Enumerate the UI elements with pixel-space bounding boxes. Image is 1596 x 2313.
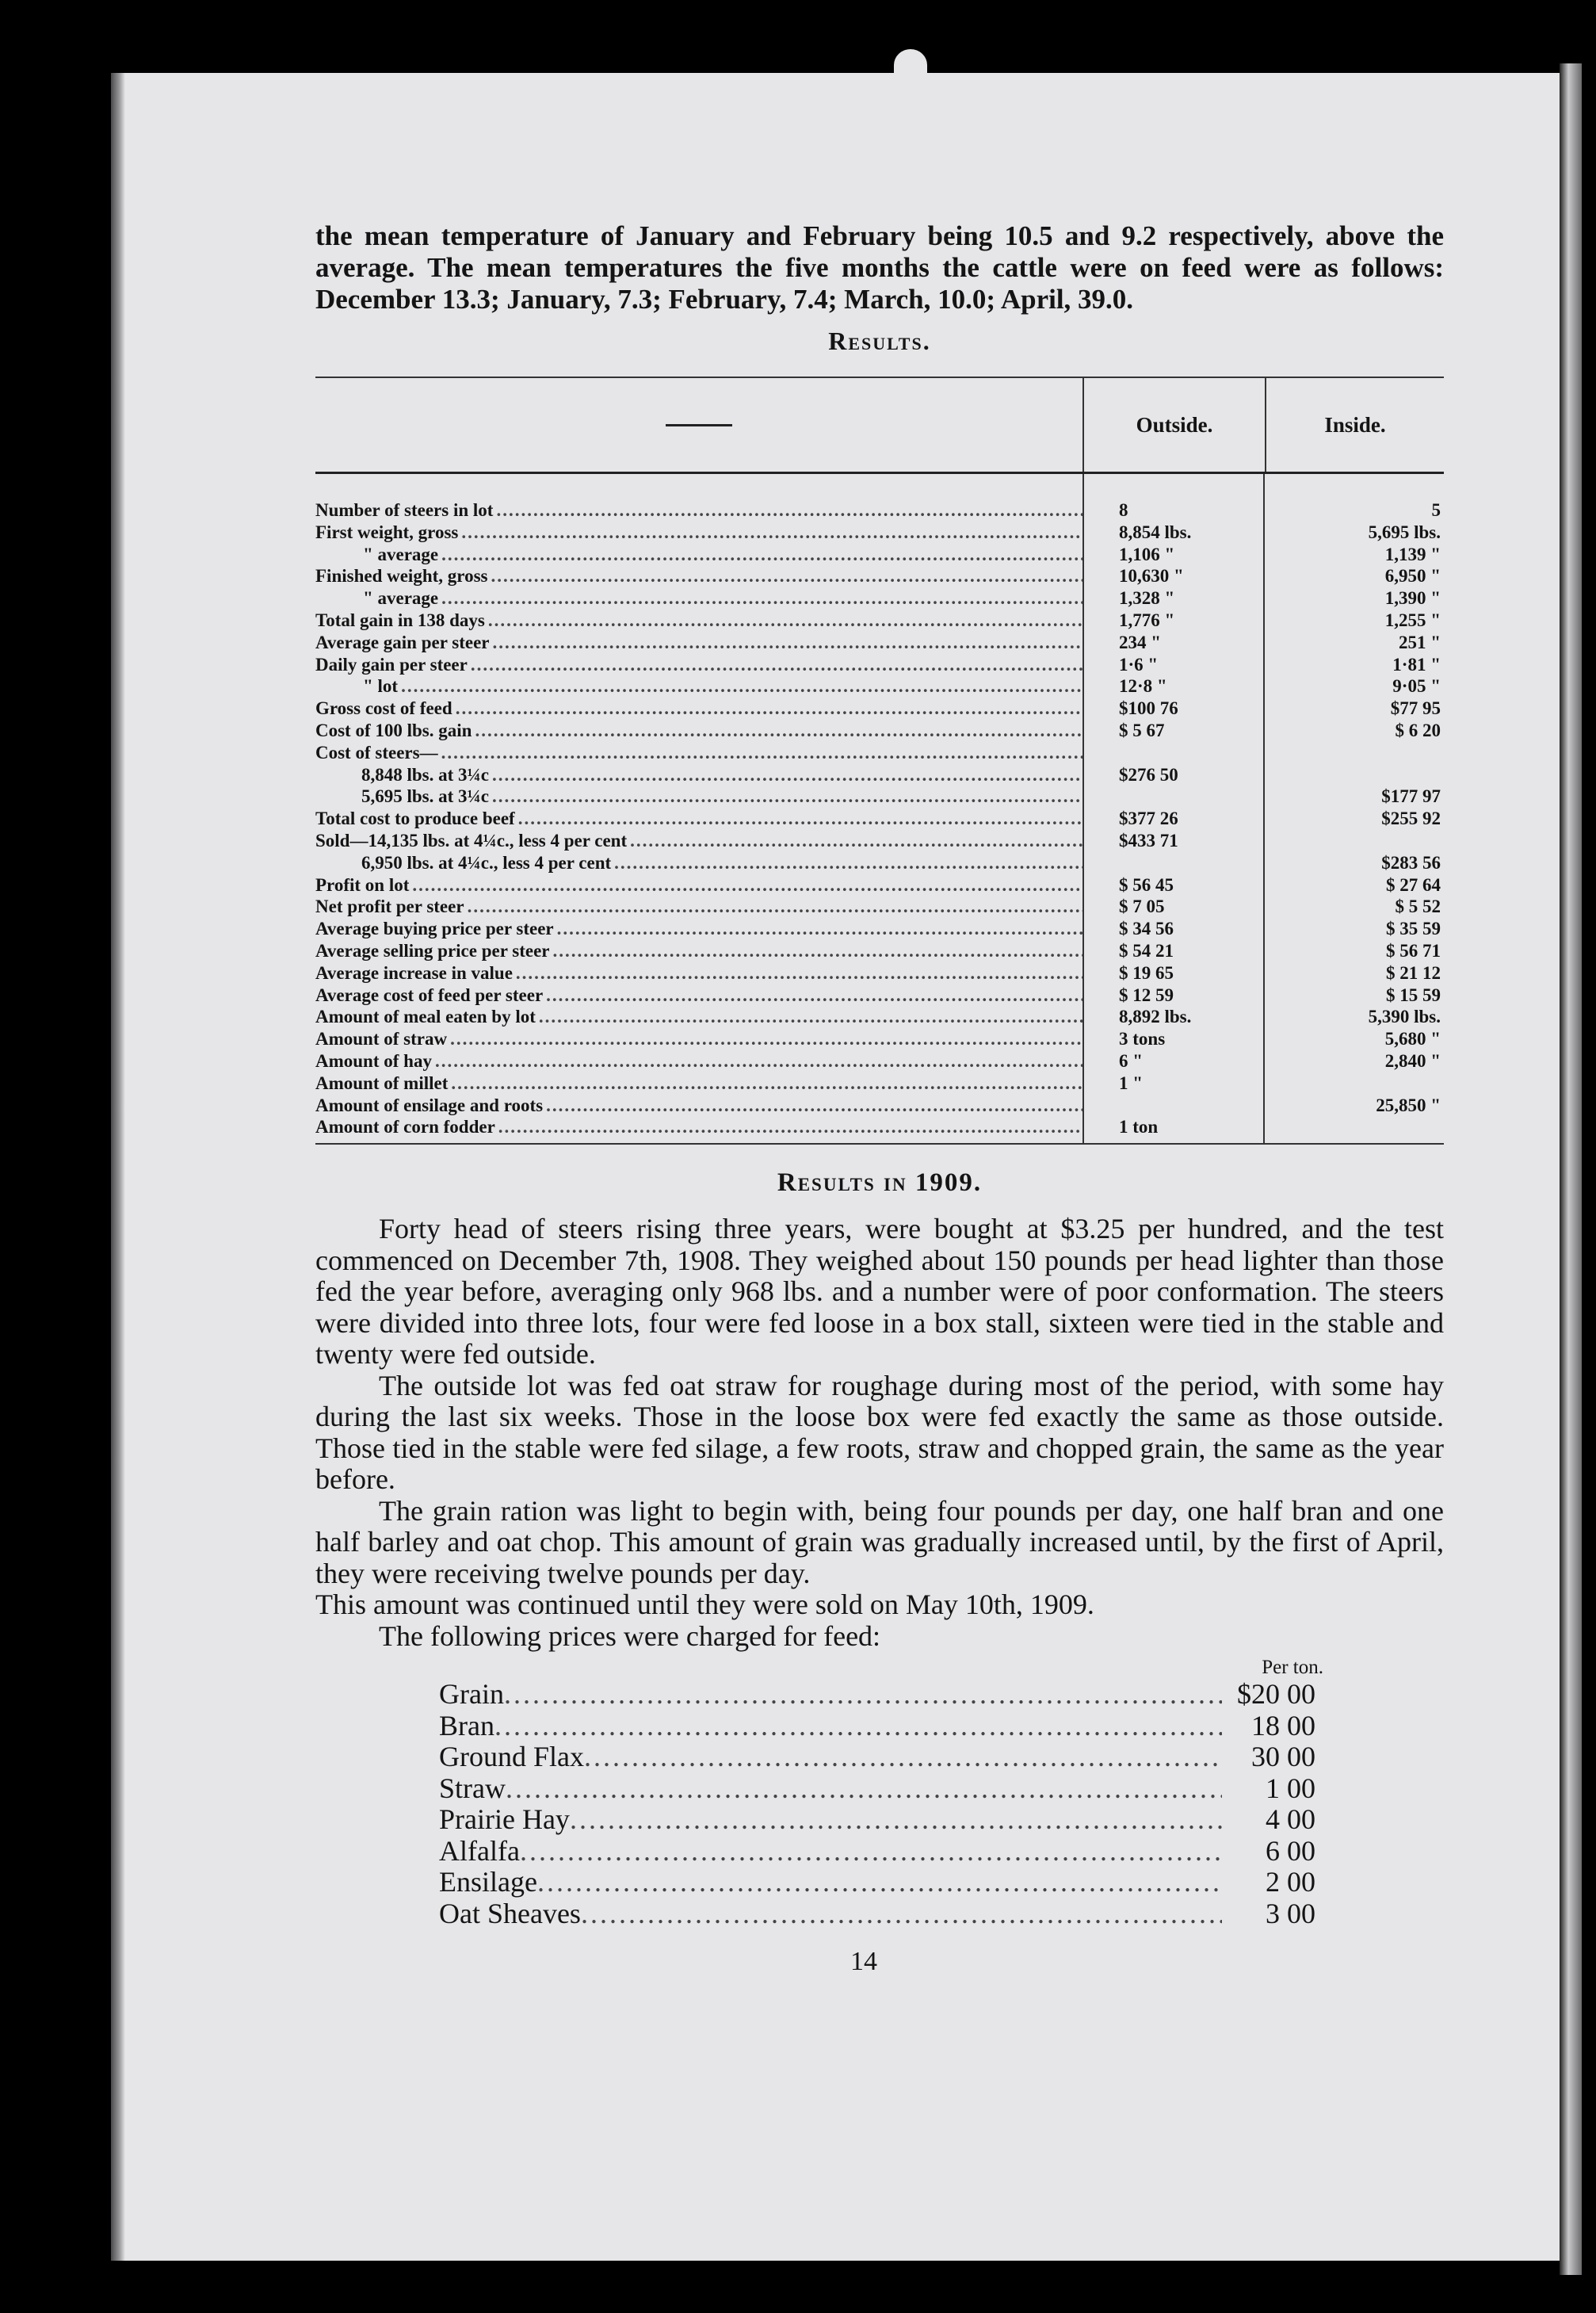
- leader-dots: [452, 698, 1082, 720]
- row-label-cell: [315, 1116, 1082, 1138]
- leader-dots: [472, 720, 1082, 742]
- row-label: Amount of ensilage and roots: [315, 1095, 544, 1115]
- table-row: [315, 1095, 1444, 1117]
- inside-value: $77 95: [1390, 698, 1441, 719]
- table-row: [315, 984, 1444, 1007]
- row-label: Amount of hay: [315, 1050, 432, 1071]
- outside-value: $433 71: [1119, 830, 1178, 851]
- table-row: [315, 896, 1444, 918]
- intro-paragraph: the mean temperature of January and February being 10.5 and 9.2 respectively, above the average. The mean temperatures the five months the cattle were on feed were as follows: December 13.3; January, 7.3; February, 7.4; March, 10.0; April, 39.0.: [315, 220, 1444, 315]
- row-label-cell: [315, 544, 1082, 566]
- outside-value: 8,892 lbs.: [1119, 1007, 1192, 1027]
- row-label: " average: [363, 544, 439, 564]
- row-label-cell: [315, 610, 1082, 632]
- outside-value: $276 50: [1119, 764, 1178, 785]
- table-row: [315, 675, 1444, 698]
- inside-value: [1263, 830, 1441, 852]
- row-label: Cost of 100 lbs. gain: [315, 720, 472, 740]
- outside-value: $ 34 56: [1119, 919, 1174, 939]
- leader-dots: [570, 1804, 1222, 1836]
- inside-value: 1,139 ": [1384, 544, 1441, 564]
- leader-dots: [438, 587, 1082, 610]
- row-label: Gross cost of feed: [315, 698, 452, 719]
- table-row: [315, 852, 1444, 874]
- leader-dots: [543, 984, 1082, 1007]
- outside-value: $377 26: [1119, 809, 1178, 829]
- paragraph-grain-ration: The grain ration was light to begin with, being four pounds per day, one half bran and one half barley and oat chop. This amount of grain was gradually increased until, by the first of April, they were receiving twelve pounds per day.: [315, 1494, 1444, 1589]
- outside-value: 234 ": [1119, 632, 1162, 652]
- leader-dots: [487, 565, 1082, 587]
- leader-dots: [611, 852, 1082, 874]
- outside-value: $ 54 21: [1119, 940, 1174, 961]
- leader-dots: [554, 918, 1082, 940]
- row-label: Average buying price per steer: [315, 919, 554, 939]
- leader-dots: [506, 1773, 1222, 1805]
- table-row: [315, 1050, 1444, 1072]
- row-label: Average gain per steer: [315, 632, 490, 652]
- price-row: [439, 1711, 1315, 1742]
- row-label: Amount of corn fodder: [315, 1117, 495, 1137]
- feed-price: 4 00: [1266, 1803, 1315, 1836]
- table-row: [315, 1072, 1444, 1095]
- price-row: [439, 1679, 1315, 1711]
- row-label-cell: [315, 896, 1082, 918]
- row-label: Average selling price per steer: [315, 940, 550, 961]
- row-label-cell: [315, 852, 1082, 874]
- inside-value: 1·81 ": [1392, 654, 1441, 675]
- table-row: [315, 587, 1444, 610]
- table-row: [315, 786, 1444, 808]
- header-description-cell: [315, 378, 1082, 472]
- feed-price: 3 00: [1266, 1897, 1315, 1929]
- inside-value: $ 35 59: [1386, 919, 1441, 939]
- leader-dots: [485, 610, 1082, 632]
- outside-value: 10,630 ": [1119, 566, 1184, 587]
- table-row: [315, 918, 1444, 940]
- row-label: Average cost of feed per steer: [315, 984, 544, 1005]
- price-row: [439, 1836, 1315, 1868]
- feed-price: 2 00: [1266, 1866, 1315, 1898]
- row-label-cell: [315, 499, 1082, 522]
- inside-value: [1263, 1072, 1441, 1095]
- table-row: [315, 1116, 1444, 1138]
- inside-value: 251 ": [1398, 632, 1441, 652]
- price-row: [439, 1867, 1315, 1898]
- row-label-cell: [315, 698, 1082, 720]
- row-label-cell: [315, 565, 1082, 587]
- outside-value: 1 ": [1119, 1072, 1144, 1093]
- row-label-cell: [315, 940, 1082, 962]
- inside-value: $ 56 71: [1386, 940, 1441, 961]
- leader-dots: [432, 1050, 1082, 1072]
- table-header: [315, 378, 1444, 474]
- inside-value: $283 56: [1381, 852, 1441, 873]
- leader-dots: [438, 544, 1082, 566]
- row-label-cell: [315, 654, 1082, 676]
- row-label: Total cost to produce beef: [315, 809, 515, 829]
- row-label-cell: [315, 984, 1082, 1007]
- table-row: [315, 874, 1444, 897]
- outside-value: [1082, 852, 1263, 874]
- leader-dots: [448, 1072, 1082, 1095]
- leader-dots: [520, 1836, 1222, 1868]
- leader-dots: [398, 675, 1082, 698]
- feed-name: Ensilage: [439, 1866, 537, 1898]
- leader-dots: [504, 1679, 1222, 1711]
- leader-dots: [536, 1006, 1082, 1028]
- page-number: 14: [850, 1947, 877, 1977]
- row-label-cell: [315, 632, 1082, 654]
- inside-value: $177 97: [1381, 786, 1441, 807]
- outside-value: 3 tons: [1119, 1029, 1166, 1049]
- feed-name: Bran: [439, 1709, 494, 1741]
- leader-dots: [494, 1711, 1222, 1742]
- row-label: Profit on lot: [315, 874, 410, 895]
- row-label-cell: [315, 1028, 1082, 1050]
- row-label: Amount of millet: [315, 1072, 449, 1093]
- inside-value: 25,850 ": [1376, 1095, 1441, 1115]
- row-label: Total gain in 138 days: [315, 610, 485, 630]
- feed-name: Straw: [439, 1772, 506, 1804]
- inside-value: 6,950 ": [1384, 566, 1441, 587]
- outside-value: $100 76: [1119, 698, 1178, 719]
- feed-price: 1 00: [1266, 1772, 1315, 1804]
- table-row: [315, 565, 1444, 587]
- feed-price: 18 00: [1251, 1709, 1315, 1741]
- row-label: " lot: [363, 676, 399, 697]
- leader-dots: [627, 830, 1082, 852]
- paragraph-steers: Forty head of steers rising three years, were bought at $3.25 per hundred, and the test commenced on December 7th, 1908. They weighed about 150 pounds per head lighter than those fed the year before, averaging only 968 lbs. and a number were of poor conformation. The steers were divided into three lots, four were fed loose in a box stall, sixteen were tied in the stable and twenty were fed outside.: [315, 1213, 1444, 1371]
- table-row: [315, 632, 1444, 654]
- leader-dots: [537, 1867, 1222, 1898]
- results-heading: Results.: [828, 327, 931, 355]
- table-row: [315, 962, 1444, 984]
- feed-price: $20 00: [1237, 1678, 1315, 1711]
- leader-dots: [447, 1028, 1082, 1050]
- table-row: [315, 610, 1444, 632]
- row-label-cell: [315, 1095, 1082, 1117]
- feed-name: Ground Flax: [439, 1741, 584, 1773]
- row-label-cell: [315, 962, 1082, 984]
- table-row: [315, 1028, 1444, 1050]
- leader-dots: [550, 940, 1083, 962]
- row-label: Sold—14,135 lbs. at 4¼c., less 4 per cent: [315, 830, 628, 851]
- page-content: [315, 220, 1444, 1977]
- results-1909-heading: Results in 1909.: [777, 1168, 983, 1198]
- price-row: [439, 1773, 1315, 1805]
- row-label: 6,950 lbs. at 4¼c., less 4 per cent: [361, 852, 612, 873]
- row-label-cell: [315, 1072, 1082, 1095]
- feed-price: 6 00: [1266, 1834, 1315, 1867]
- table-row: [315, 522, 1444, 544]
- inside-value: [1263, 742, 1441, 764]
- leader-dots: [513, 962, 1082, 984]
- leader-dots: [409, 874, 1082, 897]
- feed-name: Alfalfa: [439, 1834, 520, 1867]
- leader-dots: [495, 1116, 1082, 1138]
- table-row: [315, 830, 1444, 852]
- table-row: [315, 698, 1444, 720]
- leader-dots: [438, 742, 1082, 764]
- price-row: [439, 1898, 1315, 1930]
- table-row: [315, 764, 1444, 786]
- inside-value: $ 5 52: [1395, 897, 1441, 917]
- inside-value: 5,695 lbs.: [1368, 522, 1441, 542]
- inside-value: $ 21 12: [1386, 962, 1441, 983]
- row-label-cell: [315, 1050, 1082, 1072]
- outside-value: $ 7 05: [1119, 897, 1165, 917]
- outside-value: $ 56 45: [1119, 874, 1174, 895]
- inside-value: 5,680 ": [1384, 1029, 1441, 1049]
- row-label: Number of steers in lot: [315, 500, 494, 520]
- inside-value: 1,255 ": [1384, 610, 1441, 630]
- inside-value: 1,390 ": [1384, 588, 1441, 609]
- inside-value: [1263, 1116, 1441, 1138]
- paragraph-continued: This amount was continued until they were sold on May 10th, 1909.: [315, 1589, 1094, 1621]
- row-label: " average: [363, 588, 439, 609]
- leader-dots: [581, 1898, 1222, 1930]
- inside-value: $ 15 59: [1386, 984, 1441, 1005]
- feed-name: Oat Sheaves: [439, 1897, 581, 1929]
- outside-value: 1 ton: [1119, 1117, 1159, 1137]
- table-row: [315, 654, 1444, 676]
- outside-value: $ 12 59: [1119, 984, 1174, 1005]
- outside-value: 1,328 ": [1119, 588, 1175, 609]
- row-label-cell: [315, 808, 1082, 830]
- page-binding-edge: [111, 73, 125, 2261]
- outside-value: 1·6 ": [1119, 654, 1159, 675]
- inside-value: $255 92: [1381, 809, 1441, 829]
- row-label-cell: [315, 587, 1082, 610]
- row-label: Daily gain per steer: [315, 654, 468, 675]
- header-outside: Outside.: [1082, 378, 1265, 472]
- feed-name: Prairie Hay: [439, 1803, 570, 1836]
- table-row: [315, 940, 1444, 962]
- price-row: [439, 1804, 1315, 1836]
- row-label: 8,848 lbs. at 3¼c: [361, 764, 489, 785]
- row-label-cell: [315, 874, 1082, 897]
- outside-value: $ 19 65: [1119, 962, 1174, 983]
- row-label: 5,695 lbs. at 3¼c: [361, 786, 489, 807]
- inside-value: $ 27 64: [1386, 874, 1441, 895]
- table-row: [315, 742, 1444, 764]
- row-label-cell: [315, 918, 1082, 940]
- table-row: [315, 544, 1444, 566]
- inside-value: 5: [1431, 500, 1441, 520]
- outside-value: [1082, 742, 1263, 764]
- table-bottom-rule: [315, 1143, 1444, 1145]
- inside-value: 2,840 ": [1384, 1050, 1441, 1071]
- row-label-cell: [315, 742, 1082, 764]
- row-label-cell: [315, 830, 1082, 852]
- header-dash: [666, 424, 732, 426]
- paragraph-outside-lot: The outside lot was fed oat straw for roughage during most of the period, with some hay during the last six weeks. Those in the loose box were fed exactly the same as those outside. Those tied in the stable were fed silage, a few roots, straw and chopped grain, the same as the year before.: [315, 1369, 1444, 1496]
- leader-dots: [515, 808, 1082, 830]
- row-label-cell: [315, 522, 1082, 544]
- prices-unit-label: Per ton.: [1262, 1657, 1323, 1679]
- results-table-body: [315, 474, 1444, 1143]
- row-label-cell: [315, 786, 1082, 808]
- leader-dots: [458, 522, 1082, 544]
- row-label: Cost of steers—: [315, 742, 438, 763]
- row-label-cell: [315, 675, 1082, 698]
- table-row: [315, 1006, 1444, 1028]
- row-label: Average increase in value: [315, 962, 513, 983]
- table-row: [315, 499, 1444, 522]
- row-label: Amount of straw: [315, 1029, 448, 1049]
- feed-price: 30 00: [1251, 1741, 1315, 1773]
- outside-value: 1,776 ": [1119, 610, 1175, 630]
- row-label: Finished weight, gross: [315, 566, 488, 587]
- leader-dots: [584, 1741, 1222, 1773]
- row-label: First weight, gross: [315, 522, 459, 542]
- paragraph-prices-intro: The following prices were charged for feed:: [379, 1619, 881, 1652]
- row-label-cell: [315, 1006, 1082, 1028]
- leader-dots: [468, 654, 1082, 676]
- leader-dots: [489, 764, 1082, 786]
- outside-value: 1,106 ": [1119, 544, 1175, 564]
- table-row: [315, 720, 1444, 742]
- outside-value: 8,854 lbs.: [1119, 522, 1192, 542]
- outside-value: 6 ": [1119, 1050, 1144, 1071]
- leader-dots: [464, 896, 1082, 918]
- outside-value: 8: [1119, 500, 1128, 520]
- leader-dots: [543, 1095, 1082, 1117]
- table-row: [315, 808, 1444, 830]
- facing-page-edge: [1560, 63, 1582, 2275]
- outside-value: [1082, 1095, 1263, 1117]
- header-inside: Inside.: [1265, 378, 1444, 472]
- outside-value: $ 5 67: [1119, 720, 1165, 740]
- price-row: [439, 1741, 1315, 1773]
- outside-value: [1082, 786, 1263, 808]
- price-list: [315, 1679, 1444, 1929]
- outside-value: 12·8 ": [1119, 676, 1167, 697]
- feed-name: Grain: [439, 1678, 504, 1711]
- row-label: Amount of meal eaten by lot: [315, 1007, 536, 1027]
- leader-dots: [489, 786, 1082, 808]
- row-label-cell: [315, 720, 1082, 742]
- row-label-cell: [315, 764, 1082, 786]
- leader-dots: [493, 499, 1082, 522]
- inside-value: [1263, 764, 1441, 786]
- inside-value: $ 6 20: [1395, 720, 1441, 740]
- row-label: Net profit per steer: [315, 897, 464, 917]
- leader-dots: [490, 632, 1083, 654]
- inside-value: 9·05 ": [1392, 676, 1441, 697]
- inside-value: 5,390 lbs.: [1368, 1007, 1441, 1027]
